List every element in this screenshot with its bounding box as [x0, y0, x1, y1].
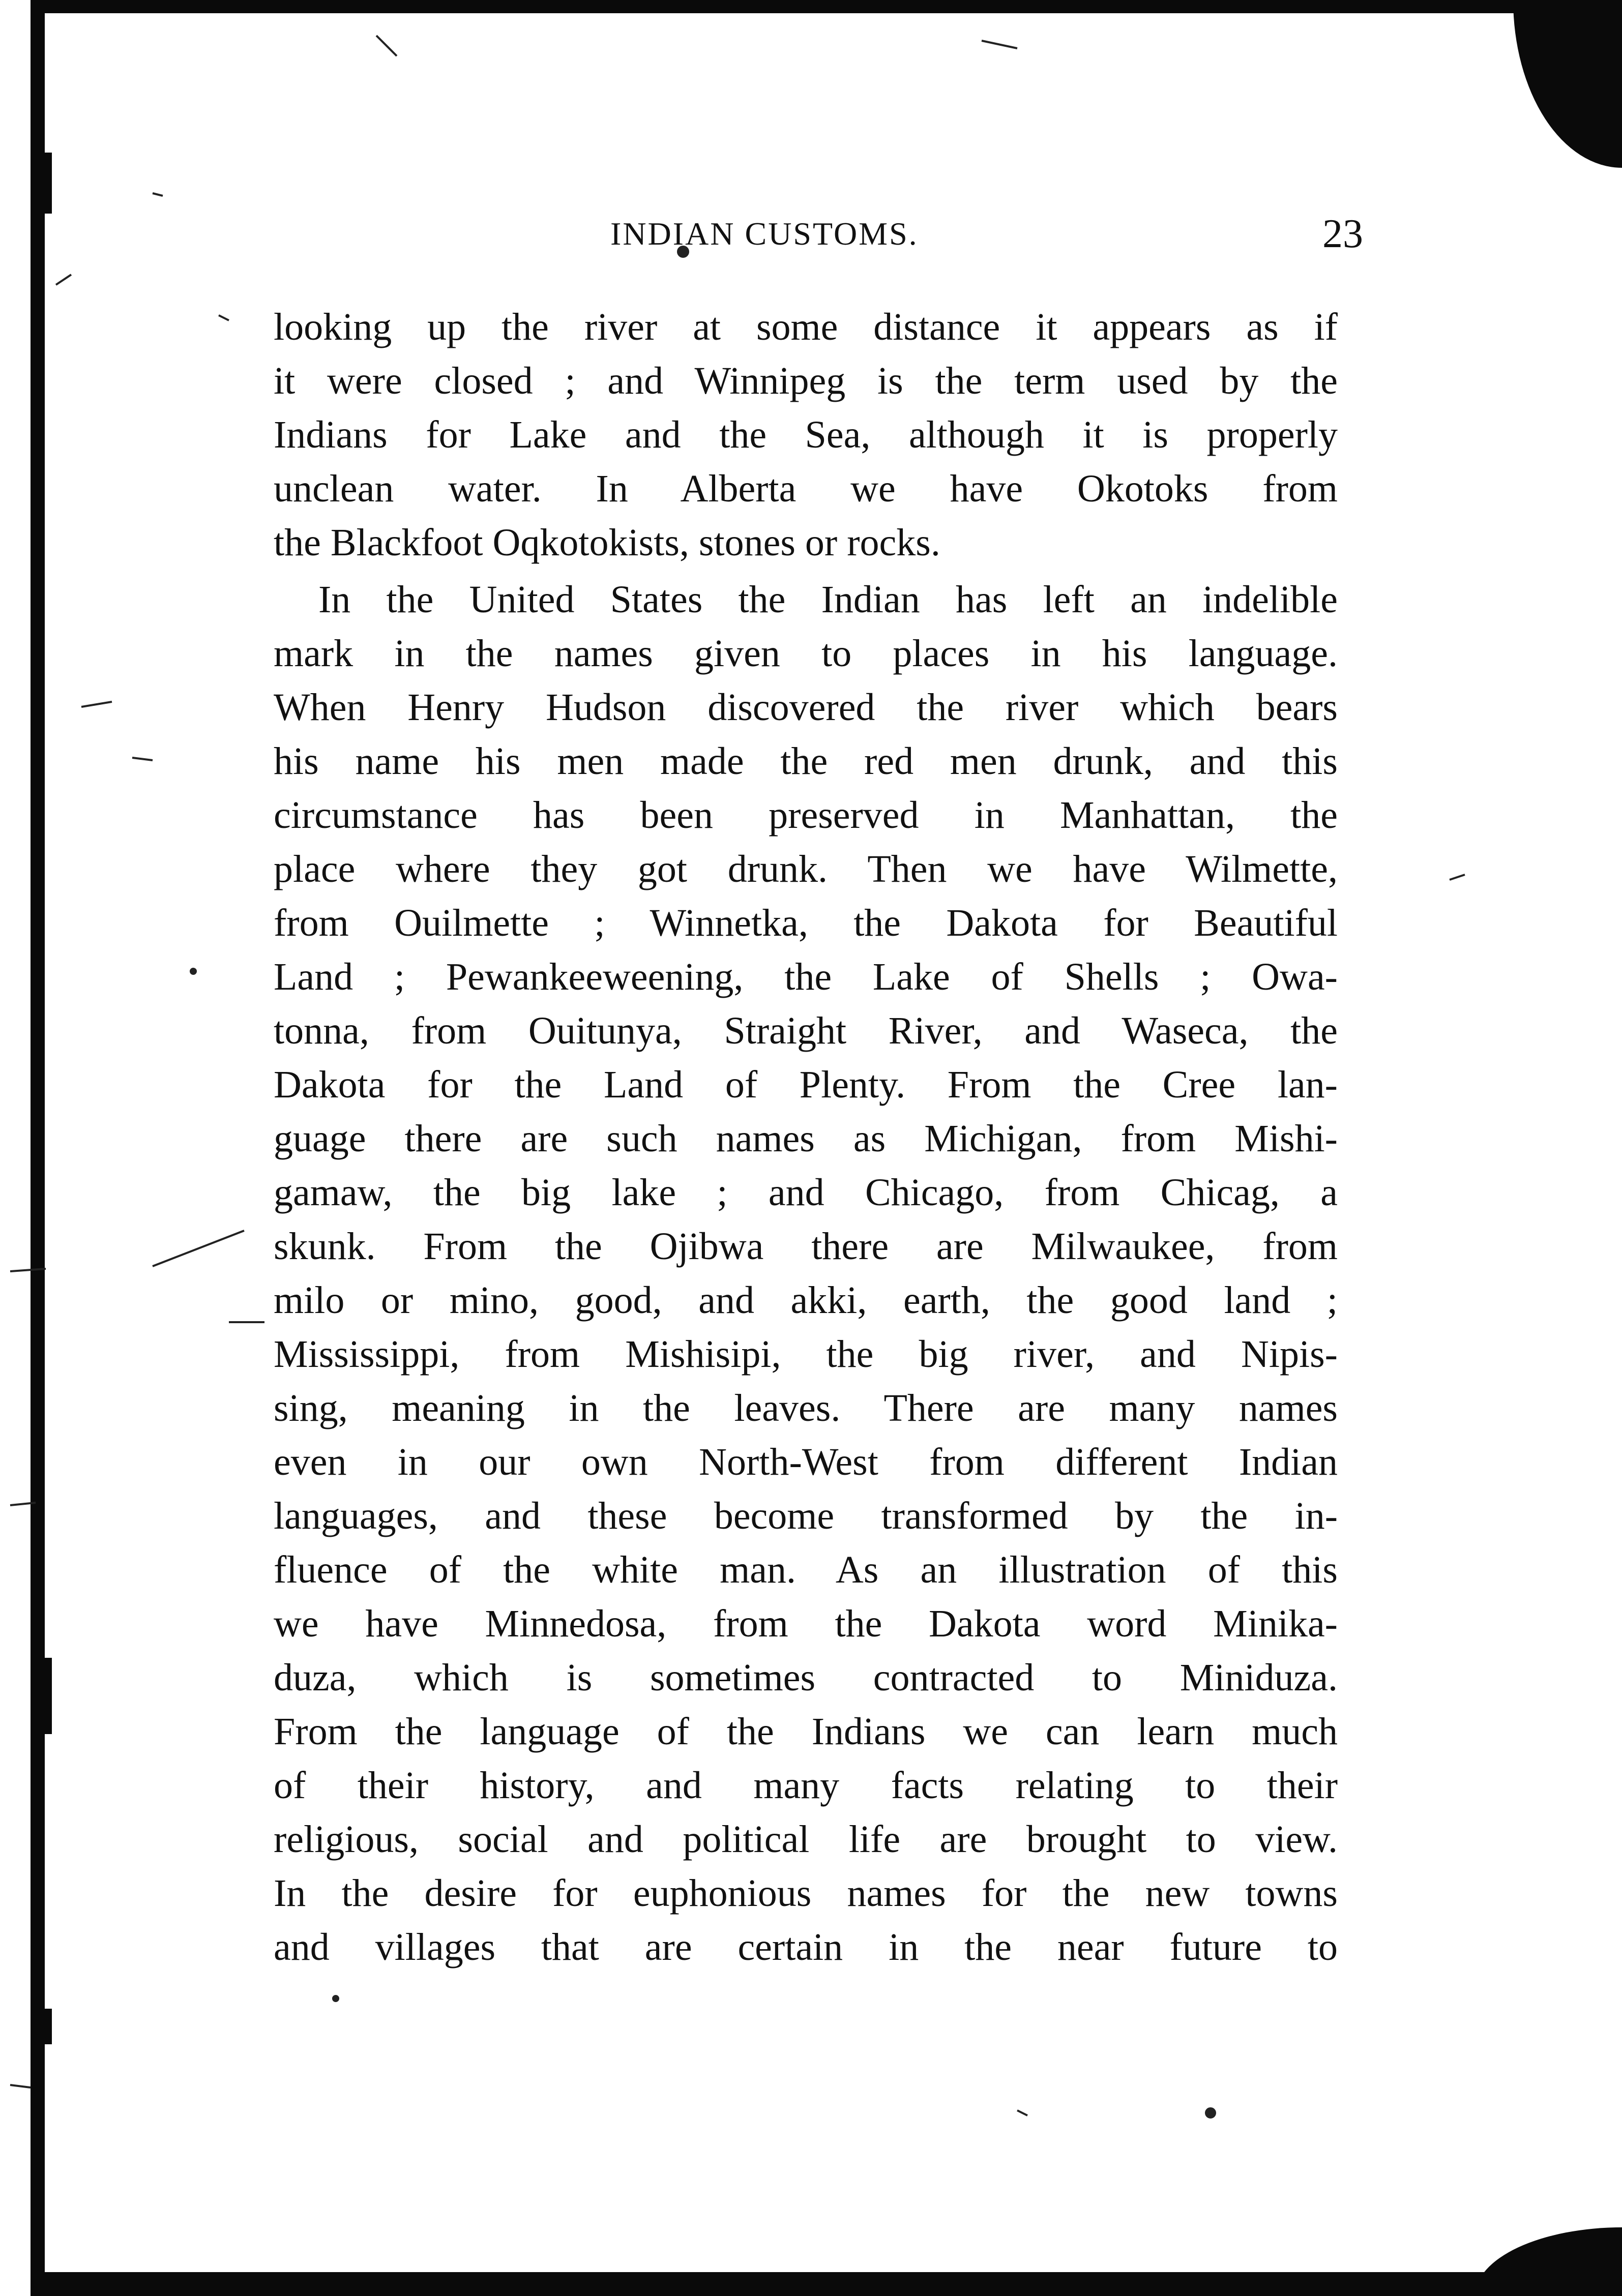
text-line: skunk. From the Ojibwa there are Milwaukee, from [274, 1225, 1338, 1268]
text-line: gamaw, the big lake ; and Chicago, from Chicag, a [274, 1171, 1338, 1214]
text-line: In the desire for euphonious names for the new towns [274, 1872, 1338, 1915]
text-line: his name his men made the red men drunk, and this [274, 740, 1338, 783]
text-line: Land ; Pewankeeweening, the Lake of Shells ; Owa- [274, 956, 1338, 998]
page-number: 23 [1322, 212, 1363, 256]
text-line: Dakota for the Land of Plenty. From the Cree lan- [274, 1063, 1338, 1106]
text-line: guage there are such names as Michigan, from Mishi- [274, 1117, 1338, 1160]
text-line: and villages that are certain in the near future to [274, 1926, 1338, 1969]
text-line: from Ouilmette ; Winnetka, the Dakota for Beautiful [274, 902, 1338, 944]
text-line: When Henry Hudson discovered the river which bears [274, 686, 1338, 729]
text-line: tonna, from Ouitunya, Straight River, and Waseca, the [274, 1009, 1338, 1052]
text-line: place where they got drunk. Then we have Wilmette, [274, 848, 1338, 890]
text-line: religious, social and political life are brought to view. [274, 1818, 1338, 1861]
text-line: even in our own North-West from different Indian [274, 1441, 1338, 1483]
text-line: mark in the names given to places in his language. [274, 632, 1338, 675]
text-line: fluence of the white man. As an illustration of this [274, 1548, 1338, 1591]
body-text [274, 300, 1338, 1974]
text-line: Mississippi, from Mishisipi, the big river, and Nipis- [274, 1333, 1338, 1376]
text-line: of their history, and many facts relating to their [274, 1764, 1338, 1807]
running-head: INDIAN CUSTOMS. [610, 216, 919, 252]
text-line: unclean water. In Alberta we have Okotoks from [274, 467, 1338, 510]
text-line: sing, meaning in the leaves. There are many names [274, 1387, 1338, 1429]
text-line: languages, and these become transformed by the in- [274, 1495, 1338, 1537]
text-line: From the language of the Indians we can learn much [274, 1710, 1338, 1753]
text-line: Indians for Lake and the Sea, although it is properly [274, 413, 1338, 456]
text-line: looking up the river at some distance it appears as if [274, 306, 1338, 348]
text-line: milo or mino, good, and akki, earth, the good land ; [274, 1279, 1338, 1322]
text-line: In the United States the Indian has left an indelible [318, 578, 1338, 621]
text-line: duza, which is sometimes contracted to Miniduza. [274, 1656, 1338, 1699]
text-line: circumstance has been preserved in Manhattan, the [274, 794, 1338, 837]
text-line: we have Minnedosa, from the Dakota word Minika- [274, 1602, 1338, 1645]
text-line: it were closed ; and Winnipeg is the term used by the [274, 360, 1338, 402]
text-line: the Blackfoot Oqkotokists, stones or rocks. [274, 521, 940, 564]
